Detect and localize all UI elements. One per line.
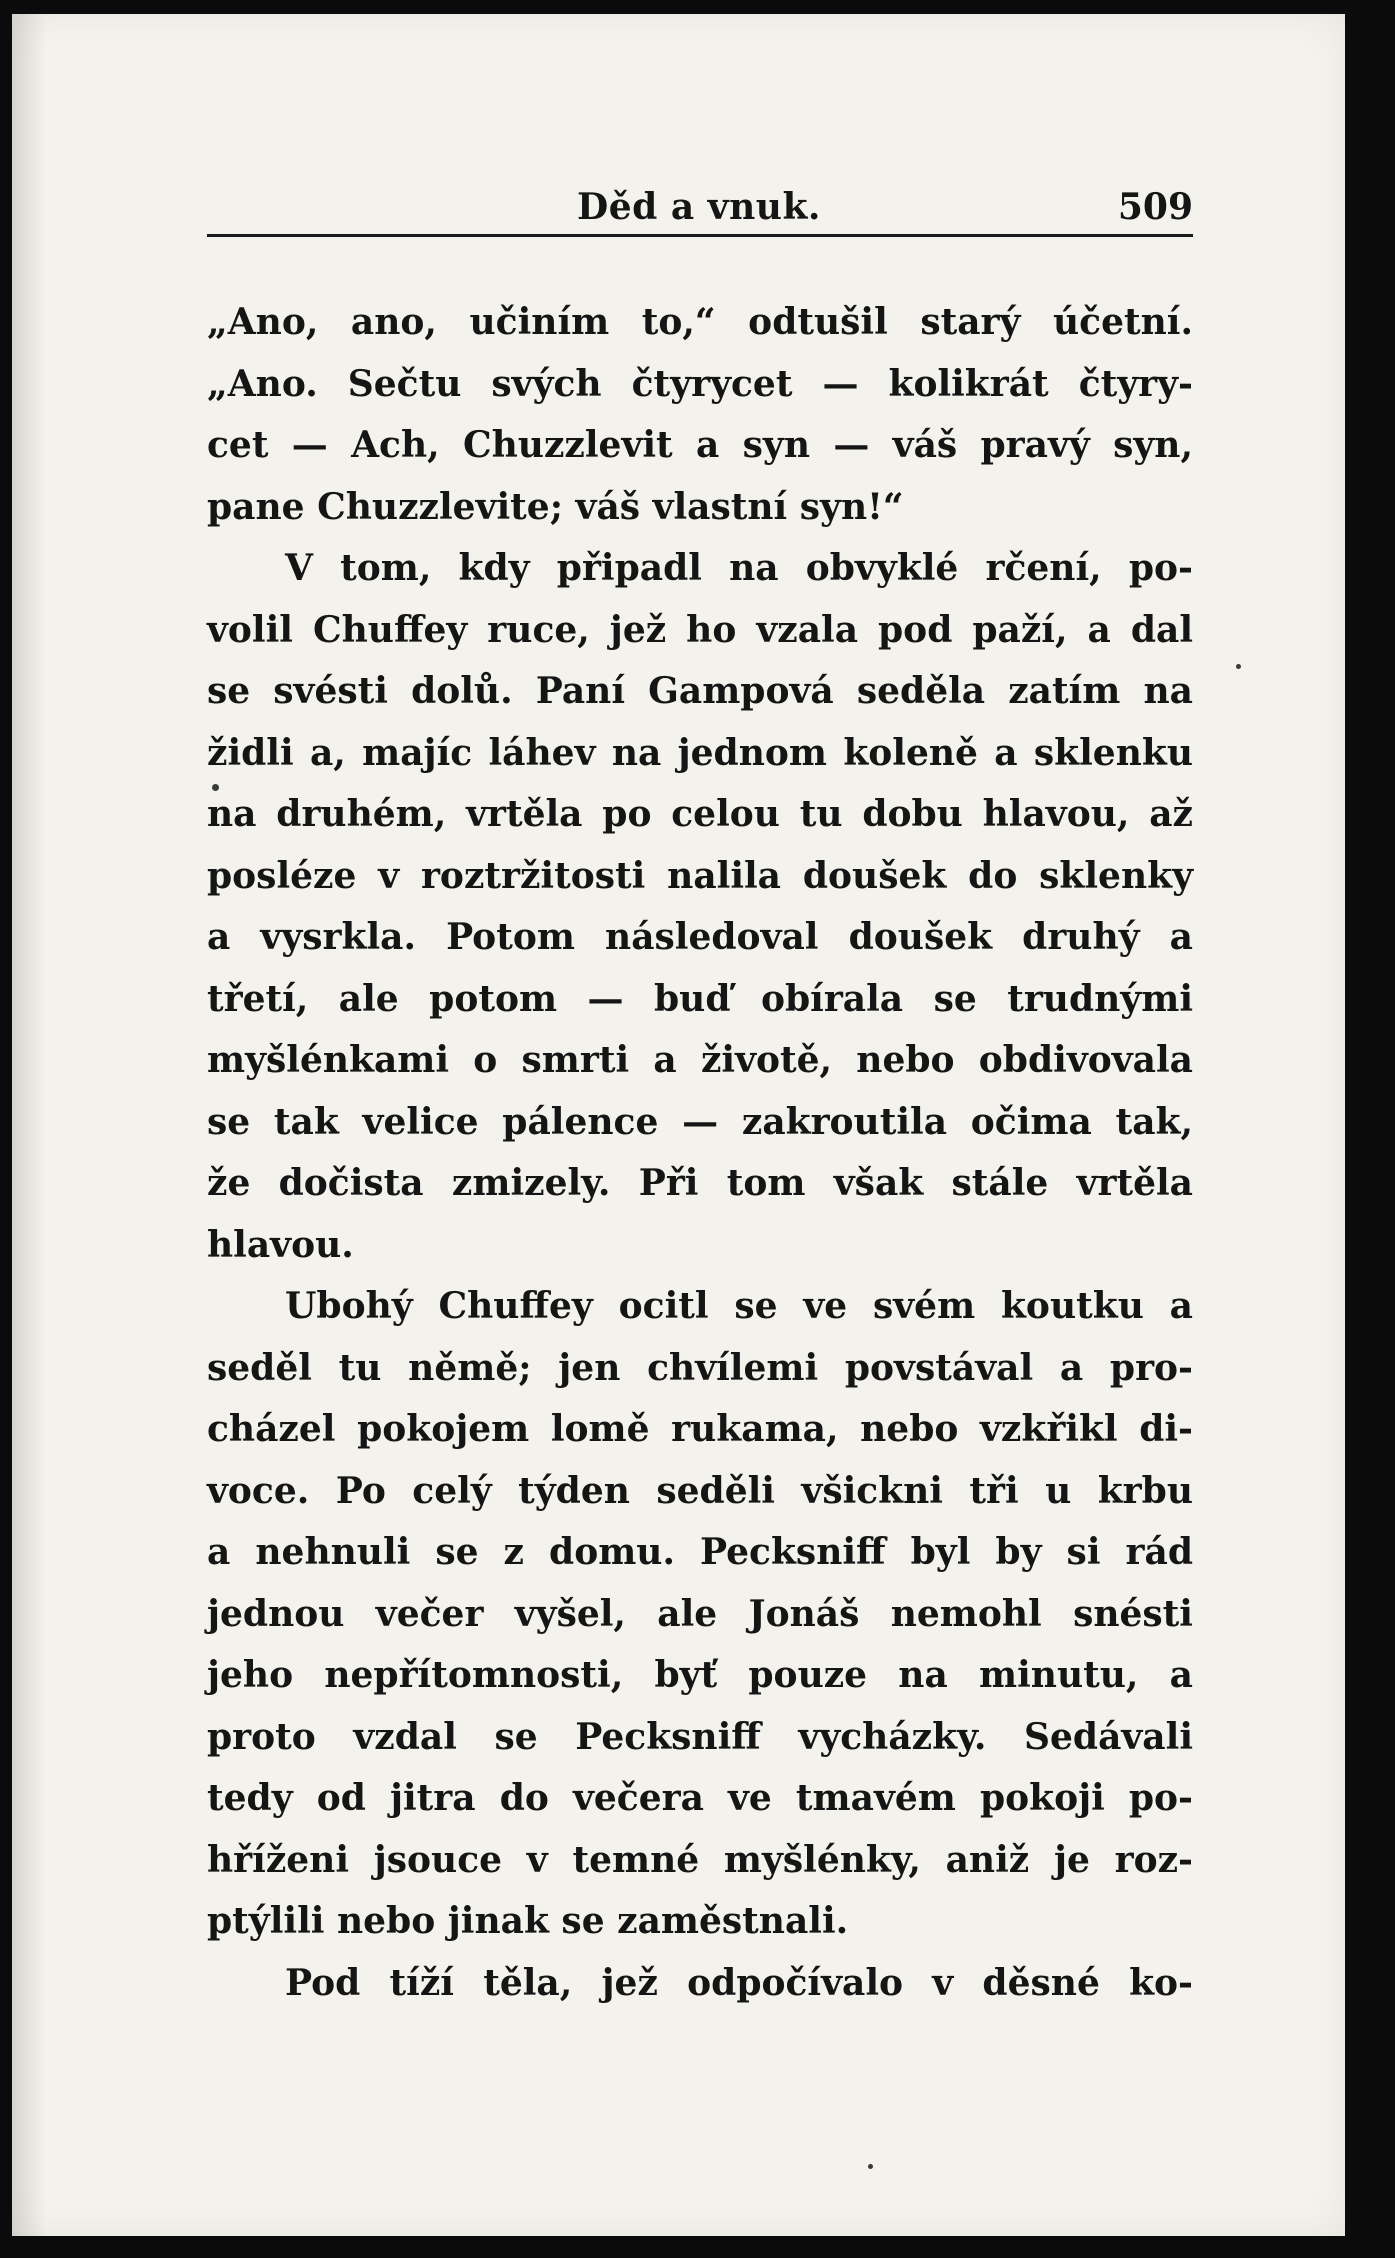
text-line: ptýlili nebo jinak se zaměstnali. — [207, 1900, 849, 1942]
text-line: na druhém, vrtěla po celou tu dobu hlavou, až — [207, 793, 1193, 835]
text-line: a nehnuli se z domu. Pecksniff byl by si rád — [207, 1531, 1193, 1573]
text-line: Ubohý Chuffey ocitl se ve svém koutku a — [285, 1285, 1193, 1327]
text-line: cházel pokojem lomě rukama, nebo vzkřikl di- — [207, 1408, 1193, 1450]
text-line: že dočista zmizely. Při tom však stále vrtěla — [207, 1162, 1193, 1204]
text-line: hříženi jsouce v temné myšlénky, aniž je roz- — [207, 1838, 1193, 1881]
spine-shadow — [12, 14, 46, 2236]
text-line: myšlénkami o smrti a životě, nebo obdivovala — [207, 1039, 1193, 1081]
text-line: jednou večer vyšel, ale Jonáš nemohl snésti — [207, 1592, 1193, 1635]
paper-speck — [1236, 664, 1241, 669]
text-line: voce. Po celý týden seděli všickni tři u krbu — [207, 1469, 1193, 1512]
text-line: „Ano. Sečtu svých čtyrycet — kolikrát čtyry- — [207, 362, 1193, 405]
text-line: hlavou. — [207, 1223, 354, 1266]
text-line: volil Chuffey ruce, jež ho vzala pod paží, a dal — [207, 608, 1193, 651]
text-line: „Ano, ano, učiním to,“ odtušil starý účetní. — [207, 301, 1193, 343]
text-line: a vysrkla. Potom následoval doušek druhý a — [207, 916, 1193, 958]
text-line: seděl tu němě; jen chvílemi povstával a pro- — [207, 1346, 1193, 1389]
text-line: židli a, majíc láhev na jednom koleně a sklenku — [207, 731, 1193, 774]
text-line: cet — Ach, Chuzzlevit a syn — váš pravý syn, — [207, 424, 1193, 466]
page-number: 509 — [1117, 186, 1193, 228]
paper-speck — [868, 2164, 873, 2169]
text-line: jeho nepřítomnosti, byť pouze na minutu, a — [207, 1654, 1193, 1696]
text-line: proto vzdal se Pecksniff vycházky. Sedávali — [207, 1715, 1193, 1758]
text-line: se svésti dolů. Paní Gampová seděla zatím na — [207, 670, 1193, 712]
paper-speck — [212, 784, 219, 791]
text-line: tedy od jitra do večera ve tmavém pokoji po- — [207, 1777, 1193, 1819]
running-title: Děd a vnuk. — [577, 186, 821, 228]
text-line: V tom, kdy připadl na obvyklé rčení, po- — [285, 547, 1193, 589]
book-page — [12, 14, 1345, 2236]
page-header — [207, 174, 1193, 237]
text-line: třetí, ale potom — buď obírala se trudnými — [207, 977, 1193, 1020]
text-line: se tak velice pálence — zakroutila očima tak, — [207, 1100, 1193, 1143]
text-line: posléze v roztržitosti nalila doušek do sklenky — [207, 854, 1193, 897]
body-text — [207, 292, 1193, 2014]
text-line: pane Chuzzlevite; váš vlastní syn!“ — [207, 485, 904, 528]
text-line: Pod tíží těla, jež odpočívalo v děsné ko- — [285, 1961, 1193, 2004]
